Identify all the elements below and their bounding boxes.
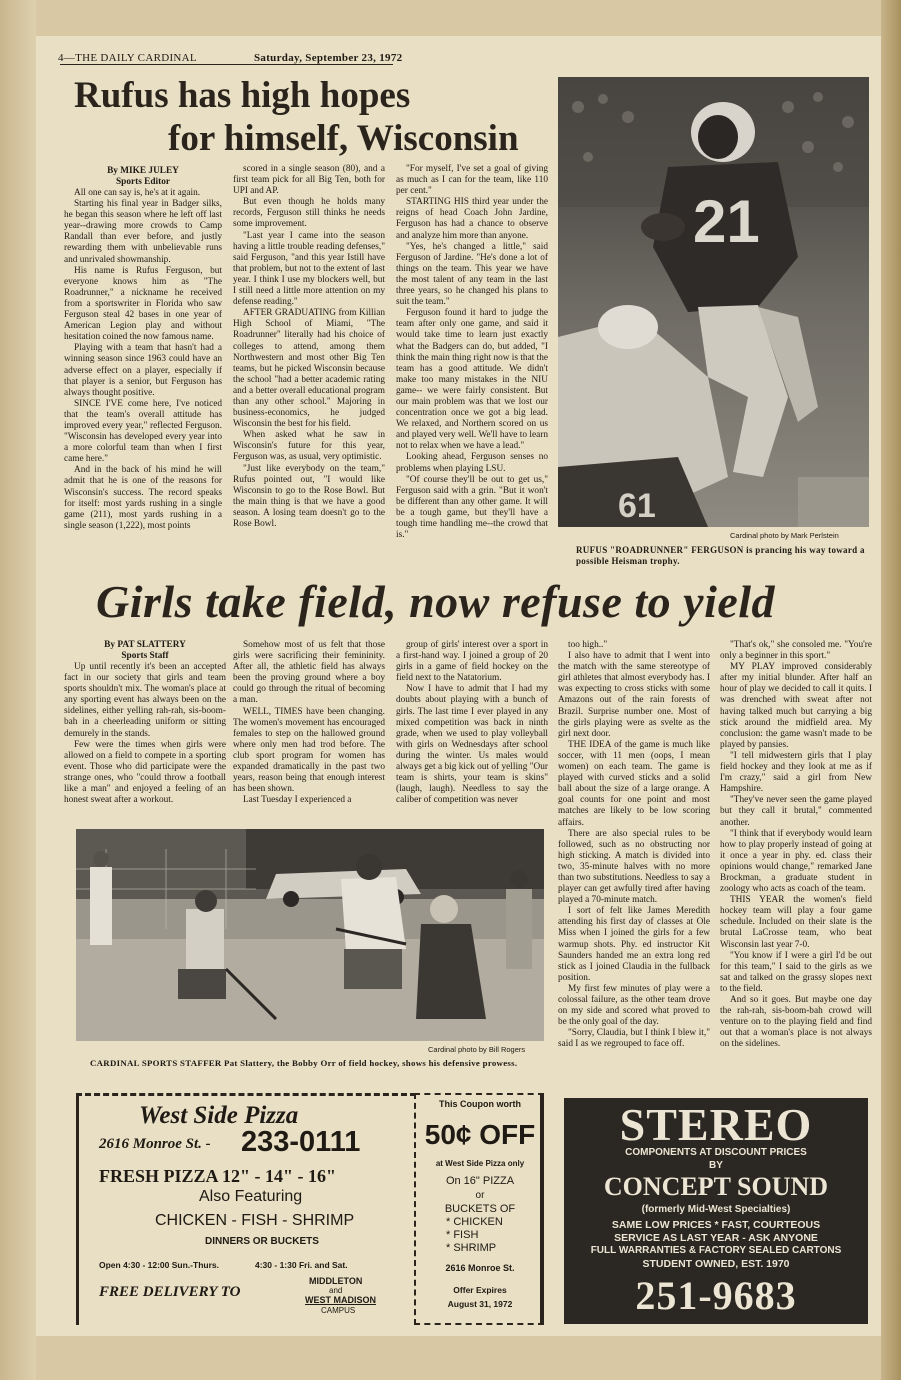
byline-slattery: By PAT SLATTERY [104,640,186,650]
byline-juley: By MIKE JULEY [107,166,179,176]
pizza-ad-name: West Side Pizza [139,1102,299,1129]
rufus-paragraph: STARTING HIS third year under the reigns of head Coach John Jardine, Ferguson has had a chance to observe and analyze him more than anyone. [396,197,548,241]
girls-paragraph: And so it goes. But maybe one day the rah-rah, sis-boom-bah crowd will venture on to the playing field and find out that a woman's place is not always on the sidelines. [720,995,872,1050]
coupon-item-shrimp: * SHRIMP [446,1242,497,1254]
rufus-paragraph: AFTER GRADUATING from Killian High School of Miami, "The Roadrunner" literally had his choice of colleges to attend, among them Northwestern and most other Big Ten teams, but he picked Wisconsin because the school "had a better academic rating and a better overall educational program than any other school." Majoring in business-economics, he judged Wisconsin the best for his field. [233,308,385,430]
rufus-paragraph: SINCE I'VE come here, I've noticed that the team's overall attitude has improved every year," reflected Ferguson. "Wisconsin has developed every year into a more colorful team than when I first came here." [64,398,222,465]
rufus-caption: RUFUS "ROADRUNNER" FERGUSON is prancing his way toward a possible Heisman trophy. [576,545,865,566]
stereo-ad-line3: SERVICE AS LAST YEAR - ASK ANYONE [614,1232,818,1244]
girls-paragraph: too high.." [568,640,608,650]
coupon-value: 50¢ OFF [424,1119,536,1150]
pizza-ad-phone: 233-0111 [241,1126,361,1158]
svg-text:21: 21 [693,188,760,255]
stereo-ad-by: BY [709,1160,723,1171]
rufus-column-3-text [396,164,548,541]
headline-rufus-line1: Rufus has high hopes [74,75,411,116]
field-hockey-caption: CARDINAL SPORTS STAFFER Pat Slattery, the Bobby Orr of field hockey, shows his defensive prowess. [90,1058,518,1068]
coupon-address: 2616 Monroe St. [445,1263,515,1273]
pizza-ad-area-campus: CAMPUS [321,1306,356,1315]
pizza-ad-area-west-madison: WEST MADISON [305,1295,376,1305]
pizza-ad-menu: CHICKEN - FISH - SHRIMP [155,1212,355,1229]
girls-paragraph: Somehow most of us felt that those girls were sacrificing their femininity. After all, the athletic field has always been the proving ground where a boy could go through the ritual of becoming a man. [233,640,385,706]
girls-paragraph: "Sorry, Claudia, but I think I blew it," said I as we regrouped to face off. [558,1028,710,1050]
stereo-ad-line5: STUDENT OWNED, EST. 1970 [642,1258,790,1270]
pizza-ad-delivery: FREE DELIVERY TO [99,1284,241,1300]
coupon-item-fish: * FISH [446,1229,479,1241]
rufus-photo [558,77,869,527]
girls-paragraph: "You know if I were a girl I'd be out for this team," I said to the girls as we sat and talked on the grassy slopes next to the field. [720,950,872,994]
page-binding [0,0,36,1380]
rufus-paragraph: His name is Rufus Ferguson, but everyone knows him as "The Roadrunner," a nickname he received from a sportswriter in Florida who saw Ferguson steal 42 bases in one year of American Legion play and without hesitation coined the now famous name. [64,265,222,343]
girls-paragraph: Up until recently it's been an accepted fact in our society that girls and team sports shouldn't mix. The woman's place at any sporting event has always been on the sidelines, either yelling rah-rah, sis-boom-bah in a cheerleading uniform or sitting demurely in the stands. [64,662,226,739]
rufus-paragraph: But even though he holds many records, Ferguson still thinks he needs some improvement. [233,197,385,230]
rufus-column-1 [64,166,222,581]
coupon-where: at West Side Pizza only [435,1159,525,1168]
girls-paragraph: THIS YEAR the women's field hockey team will play a four game schedule. Included on their slate is the brutal LaCrosse team, who beat Wisconsin last year 7-0. [720,895,872,950]
page-edge [881,0,901,1380]
west-side-pizza-ad [76,1093,416,1325]
headline-rufus-line2: for himself, Wisconsin [168,118,519,159]
rufus-column-2 [233,164,385,579]
pizza-ad-address: 2616 Monroe St. - [99,1136,211,1152]
rufus-paragraph: scored in a single season (80), and a first team pick for all Big Ten, both for UPI and AP. [233,164,385,197]
rufus-paragraph: Starting his final year in Badger silks, he began this season where he left off last year--drawing more crowds to Camp Randall than ever before, and justly rewarding them with unbelievable runs and unrivaled showmanship. [64,199,222,265]
byline-juley-title: Sports Editor [116,177,170,187]
coupon-buckets: BUCKETS OF [444,1203,516,1215]
girls-paragraph: There are also special rules to be followed, such as no obstructing nor high sticking. A match is divided into two, 35-minute halves with no more than two substitutions. Needless to say a player can get awfully tired after having played a 70-minute match. [558,828,710,906]
girls-paragraph: "They've never seen the game played but they call it brutal," commented another. [720,795,872,828]
rufus-photo-credit: Cardinal photo by Mark Perlstein [730,531,839,540]
girls-paragraph: I sort of felt like James Meredith attending his first day of classes at Ole Miss when I joined the girls for a few warmup shots. Phy. ed instructor Kit Saunders handed me an extra long red stick as I joined Claudia in the fullback position. [558,906,710,983]
coupon-date: August 31, 1972 [447,1299,513,1309]
pizza-ad-sizes: FRESH PIZZA 12" - 14" - 16" [99,1166,336,1186]
pizza-ad-hours-weekend: 4:30 - 1:30 Fri. and Sat. [255,1260,348,1270]
girls-column-2 [233,640,385,825]
coupon-expires: Offer Expires [453,1285,507,1295]
stereo-ad-line2: SAME LOW PRICES * FAST, COURTEOUS [611,1219,821,1231]
girls-paragraph: Now I have to admit that I had my doubts about playing with a bunch of girls. The last time I ever played in any mixed competition was back in ninth grade, when we used to play volleyball with girls on Wednesdays after school during the winter. Us males would always get a big kick out of yelling "Our team is shirts, your team is skins" (laugh, laugh). Needless to say the caliber of competition was never [396,684,548,806]
field-hockey-photo-credit: Cardinal photo by Bill Rogers [428,1045,526,1054]
byline-slattery-title: Sports Staff [121,651,169,661]
header-rule [60,64,393,65]
girls-paragraph: MY PLAY improved considerably after my initial blunder. After half an hour of play we decided to call it quits. I was drenched with sweat after not having talked much but carrying a big stick around the midfield area. My conclusion: the game wasn't made to be played by pansies. [720,662,872,750]
girls-column-1 [64,640,226,825]
girls-paragraph: "I think that if everybody would learn how to play properly instead of going at it once a year in phy. ed. class their opinions would change," remarked Jane Brockman, a graduate student in zoology who acts as coach of the team. [720,828,872,895]
stereo-ad-line4: FULL WARRANTIES & FACTORY SEALED CARTONS [590,1245,842,1256]
rufus-paragraph: "Yes, he's changed a little," said Ferguson of Jardine. "He's done a lot of things on the team. This year we have the most talent of any team in the last three years, so he changed his plans to suit the team." [396,241,548,308]
stereo-ad-brand: CONCEPT SOUND [603,1172,829,1201]
girls-paragraph: Few were the times when girls were allowed on a field to compete in a sporting event. Those who did participate were the strange ones, who "could throw a football like a man" and enjoyed a feeling of an honest sweat after a workout. [64,739,226,806]
girls-paragraph: My first few minutes of play were a colossal failure, as the other team drove on my side and scored what proved to be the only goal of the day. [558,983,710,1028]
field-hockey-photo [76,829,544,1041]
girls-column-3-text [396,640,548,806]
girls-column-1-text [64,662,226,806]
rufus-paragraph: Ferguson found it hard to judge the team after only one game, and said it would take time to learn just exactly what the Badgers can do, but added, "I think the main thing right now is that the team has a good attitude. We didn't make too many mistakes in the NIU game-- we were fairly consistent. But our main problem was that we lost our concentration once we got a big lead. We relaxed, and Northern scored on us and played very well. We'll have to learn not to relax when we have a lead." [396,308,548,452]
rufus-paragraph: And in the back of his mind he will admit that he is one of the reasons for Wisconsin's success. The record speaks for itself: most yards rushing in a single game (211), most yards rushing in a single season (1,222), most points [64,465,222,531]
girls-column-4 [558,640,710,1095]
rufus-paragraph: Playing with a team that hasn't had a winning season since 1963 could have an adverse effect on a player, especially if that player is a senior, but Ferguson has always thought positive. [64,343,222,398]
coupon-top: This Coupon worth [439,1099,521,1109]
pizza-coupon [414,1093,544,1325]
rufus-paragraph: "Last year I came into the season having a little trouble reading defenses," said Ferguson, "and this year Istill have that problem, but not to the extent of last year. I think I use my blockers well, but I still need a little more attention on my defense reading." [233,230,385,308]
coupon-item-chicken: * CHICKEN [446,1216,503,1228]
pizza-ad-also: Also Featuring [199,1188,303,1205]
pizza-ad-dinners: DINNERS OR BUCKETS [205,1236,319,1247]
stereo-ad-line1: COMPONENTS AT DISCOUNT PRICES [625,1147,807,1158]
girls-column-2-text [233,640,385,806]
rufus-paragraph: When asked what he saw in Wisconsin's future for this year, Ferguson was, as usual, very optimistic. [233,430,385,463]
rufus-column-1-text [64,188,222,532]
rufus-paragraph: "Of course they'll be out to get us," Ferguson said with a grin. "But it won't be different than any other game. It will be a tough game, but they'll have a tough time handling me--the crowd that is." [396,474,548,541]
rufus-paragraph: All one can say is, he's at it again. [74,188,201,198]
rufus-paragraph: "For myself, I've set a goal of giving as much as I can for the team, like 110 per cent." [396,164,548,197]
concept-sound-ad [564,1098,868,1324]
svg-text:61: 61 [618,487,656,525]
rufus-paragraph: "Just like everybody on the team," Rufus pointed out, "I would like Wisconsin to go to the Rose Bowl. But the main thing is that we have a good season. A losing team doesn't go to the Rose Bowl. [233,463,385,529]
stereo-ad-formerly: (formerly Mid-West Specialties) [641,1204,791,1215]
rufus-paragraph: Looking ahead, Ferguson senses no problems when playing LSU. [396,452,548,474]
girls-column-3 [396,640,548,825]
girls-paragraph: THE IDEA of the game is much like soccer, with 11 men (oops, I mean women) on each team. The game is played with curved sticks and a solid ball about the size of a large orange. A goal counts for one point and most matches are likely to be low scoring affairs. [558,739,710,828]
coupon-on: On 16" PIZZA [445,1175,515,1187]
girls-paragraph: Last Tuesday I experienced a [243,795,352,806]
pizza-ad-area-middleton: MIDDLETON [309,1276,363,1286]
pizza-ad-hours-weekday: Open 4:30 - 12:00 Sun.-Thurs. [99,1260,219,1270]
headline-girls: Girls take field, now refuse to yield [96,576,776,627]
stereo-ad-title: STEREO [619,1099,813,1150]
girls-paragraph: "That's ok," she consoled me. "You're only a beginner in this sport." [720,640,872,662]
girls-column-4-text [558,640,710,1050]
stereo-ad-phone: 251-9683 [635,1273,797,1318]
rufus-column-3 [396,164,548,579]
girls-paragraph: WELL, TIMES have been changing. The women's movement has encouraged females to step on the hallowed ground where only men had trod before. The club sport program for women has expanded dramatically in the past two years, reason being that enough interest has been shown. [233,706,385,795]
issue-date: Saturday, September 23, 1972 [254,52,403,64]
girls-paragraph: I also have to admit that I went into the match with the same stereotype of girl athletes that almost everybody has. I was expecting to cross sticks with some Amazons out of the rain forests of Brazil. Surprise number one. Most of the girls playing were as svelte as the girl next door. [558,651,710,739]
girls-paragraph: "I tell midwestern girls that I play field hockey and they look at me as if I'm crazy," said a girl from New Hampshire. [720,750,872,795]
coupon-or: or [475,1190,485,1201]
girls-column-5-text [720,640,872,1050]
girls-paragraph: group of girls' interest over a sport in a first-hand way. I joined a group of 20 girls in a game of field hockey on the field next to the Natatorium. [396,640,548,684]
girls-column-5 [720,640,872,1095]
page-label: 4—THE DAILY CARDINAL [58,52,197,64]
rufus-column-2-text [233,164,385,530]
pizza-ad-area-and: and [329,1286,343,1295]
